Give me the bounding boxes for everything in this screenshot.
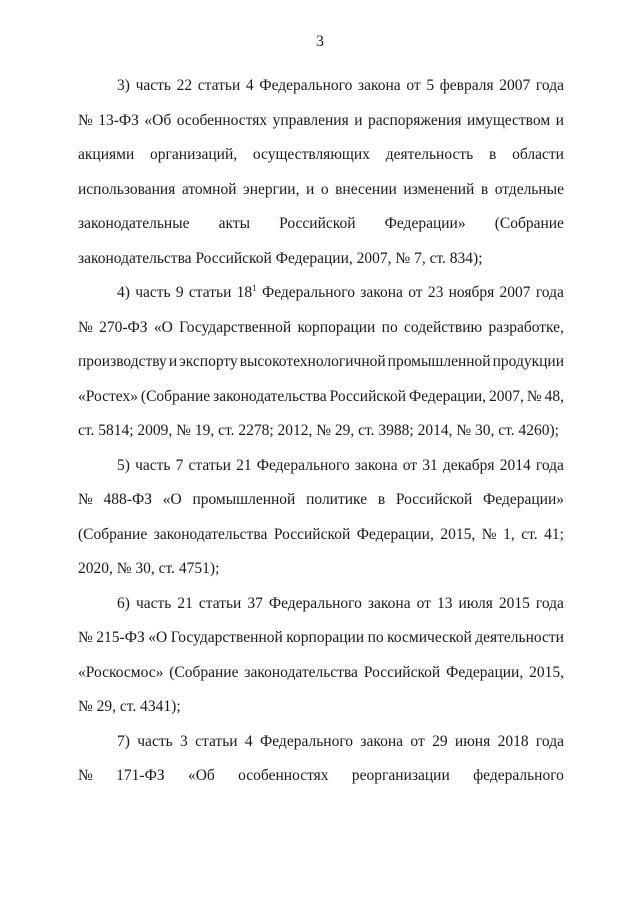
word: «Об [187, 767, 215, 784]
word: Российской [395, 491, 473, 508]
word: № [78, 491, 93, 508]
word: 2007 [499, 77, 531, 94]
word: статьи [188, 284, 232, 301]
word: и [168, 353, 178, 370]
word: внесении [335, 180, 397, 198]
word: часть [135, 594, 172, 612]
text-line [78, 421, 559, 441]
word: 7 [175, 456, 184, 474]
word: деятельности [475, 629, 564, 646]
text-line [78, 111, 564, 131]
word: 3 [180, 732, 188, 750]
word: 171-ФЗ [116, 767, 165, 784]
superscript: 1 [252, 283, 257, 293]
text-line [78, 249, 483, 269]
word: 9 [175, 284, 184, 301]
word: области [512, 146, 564, 163]
word: 2007, [489, 387, 524, 405]
word: и [305, 180, 315, 198]
word: ст. 5814; 2009, № 19, ст. 2278; 2012, № 29, ст. 3988; 2014, № 30, ст. 4260); [78, 422, 559, 439]
word: 4 [244, 732, 253, 750]
text-line [78, 525, 564, 545]
word: от [402, 456, 418, 474]
word: года [535, 732, 564, 750]
word: «Об [144, 111, 172, 129]
word: экспорту [179, 353, 238, 370]
word: 2020, № 30, ст. 4751); [78, 560, 220, 577]
word: реорганизации [351, 767, 450, 784]
page-number: 3 [316, 33, 324, 50]
word: февраля [439, 77, 494, 94]
text-line [78, 318, 564, 338]
word: от [408, 284, 423, 301]
word: 5) [117, 456, 130, 474]
word: о [320, 180, 329, 198]
word: по [367, 629, 384, 646]
word: (Собрание [494, 215, 564, 232]
word: декабря [442, 456, 495, 474]
word: федерального [473, 767, 564, 784]
word: промышленной [192, 491, 296, 508]
word: законодательства [244, 663, 358, 681]
word: содействию [404, 318, 483, 336]
word: № 29, ст. 4341); [78, 698, 181, 715]
word: 22 [176, 77, 193, 94]
word: акциями [78, 146, 135, 163]
text-line [117, 283, 564, 303]
word: 4) [117, 284, 130, 301]
word: Федерации, [356, 525, 434, 543]
word: № [78, 767, 93, 784]
word: политике [306, 491, 368, 508]
word: Российской [273, 525, 351, 543]
word: закона [367, 594, 411, 612]
word: ноября [448, 284, 495, 301]
word: «О [153, 318, 173, 336]
word: (Собрание [140, 387, 211, 405]
word: изменений [403, 180, 475, 198]
text-line [78, 663, 564, 683]
word: управления [272, 111, 349, 129]
word: в [480, 180, 489, 198]
word: закона [360, 284, 403, 301]
text-line [78, 214, 564, 234]
word: № [481, 525, 497, 543]
word: разработке, [488, 318, 564, 336]
word: осуществляющих [252, 146, 370, 163]
word: Федерального [260, 732, 354, 750]
word: 23 [427, 284, 444, 301]
word: от [406, 77, 421, 94]
word: и [555, 111, 564, 129]
word: высокотехнологичной [239, 353, 386, 370]
word: организаций, [150, 146, 238, 163]
word: 2014 [499, 456, 531, 474]
word: Федерации» [384, 215, 466, 232]
word: статьи [188, 456, 231, 474]
text-line [78, 628, 564, 648]
text-line [117, 456, 564, 476]
word: корпорации [297, 318, 376, 336]
word: Федерации, [446, 663, 524, 681]
word: 488-ФЗ [103, 491, 152, 508]
word: производству [78, 353, 167, 370]
text-line [117, 76, 564, 96]
word: по [381, 318, 398, 336]
word: (Собрание [78, 525, 148, 543]
word: Федерального [268, 594, 362, 612]
word: года [535, 594, 564, 612]
word: 2007 [499, 284, 531, 301]
word: № [78, 111, 93, 129]
word: распоряжения [367, 111, 462, 129]
text-line [78, 352, 564, 372]
text-line [117, 732, 564, 752]
word: 2015, [529, 663, 564, 681]
word: энергии, [243, 180, 300, 198]
word: 2015 [498, 594, 530, 612]
word: продукции [492, 353, 564, 370]
word: № [78, 318, 93, 336]
word: «Роскосмос» [78, 663, 164, 681]
word: в [489, 146, 497, 163]
word: 6) [117, 594, 130, 612]
word: часть [135, 77, 171, 94]
word: «О [162, 491, 182, 508]
word: законодательные [78, 215, 190, 232]
word: часть [135, 456, 171, 474]
word: года [535, 456, 564, 474]
text-line [78, 145, 564, 165]
word: атомной [181, 180, 237, 198]
word: Федерального [261, 284, 355, 301]
word: имуществом [466, 111, 551, 129]
word: корпорации [286, 629, 365, 646]
text-line [117, 594, 564, 614]
word: деятельность [385, 146, 474, 163]
word: 37 [247, 594, 263, 612]
word: 41; [544, 525, 564, 543]
word: года [535, 77, 564, 94]
word: № [526, 387, 542, 405]
word: 2015, [440, 525, 476, 543]
word: статьи [197, 77, 241, 94]
word: «О [148, 629, 168, 646]
word: космической [387, 629, 472, 646]
word: акты [218, 215, 251, 232]
word: Федерации, [408, 387, 487, 405]
word: Российской [363, 663, 441, 681]
word: промышленной [387, 353, 491, 370]
word: 4 [245, 77, 254, 94]
word: и [354, 111, 363, 129]
word: Федерального [256, 456, 350, 474]
text-line [78, 697, 181, 717]
word: года [535, 284, 564, 301]
text-line [78, 766, 564, 786]
word: Государственной [179, 318, 292, 336]
word: 270-ФЗ [99, 318, 148, 336]
word: ст. [521, 525, 538, 543]
word: 215-ФЗ [96, 629, 145, 646]
text-line [78, 387, 564, 407]
word: Государственной [170, 629, 283, 646]
word: законодательства [213, 387, 327, 405]
text-line [78, 559, 219, 579]
text-line [78, 180, 564, 200]
word: Федерации» [483, 491, 564, 508]
word: 31 [422, 456, 438, 474]
word: 1, [503, 525, 515, 543]
word: 48, [544, 387, 564, 405]
word: часть [137, 732, 173, 750]
word: статьи [195, 732, 238, 750]
word: часть [135, 284, 171, 301]
word: июля [458, 594, 493, 612]
word: Российской [279, 215, 356, 232]
word: использования [78, 180, 176, 198]
word: законодательства Российской Федерации, 2007, № 7, ст. 834); [78, 249, 483, 267]
word: статьи [198, 594, 242, 612]
word: 13-ФЗ [98, 111, 139, 129]
word: особенностях [176, 111, 268, 129]
word: отдельные [494, 180, 564, 198]
word: № [78, 629, 93, 646]
word: (Собрание [169, 663, 239, 681]
word: в [377, 491, 386, 508]
word: законодательства [153, 525, 268, 543]
word: закона [360, 732, 404, 750]
word: от [410, 732, 425, 750]
word: «Ростех» [78, 387, 138, 405]
word: 3) [117, 77, 130, 94]
word: от [416, 594, 431, 612]
word: закона [358, 77, 401, 94]
word: 2018 [497, 732, 529, 750]
word: 7) [117, 732, 130, 750]
word: $18^1$ [236, 283, 257, 301]
word: 5 [426, 77, 435, 94]
word: 13 [436, 594, 453, 612]
word: 29 [432, 732, 448, 750]
text-line [78, 490, 564, 510]
word: Российской [329, 387, 407, 405]
word: июня [454, 732, 491, 750]
word: закона [354, 456, 398, 474]
word: особенностях [238, 767, 329, 784]
word: 21 [236, 456, 252, 474]
word: 21 [177, 594, 193, 612]
word: Федерального [259, 77, 353, 94]
